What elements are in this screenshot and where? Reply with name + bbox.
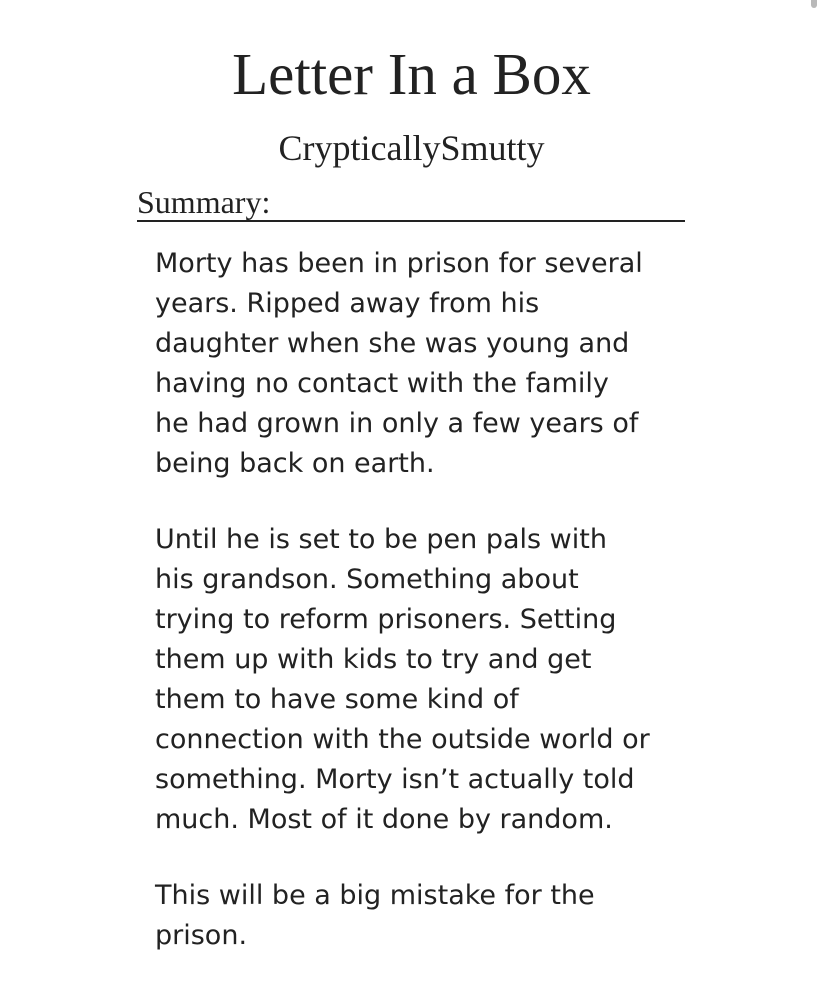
summary-paragraph: This will be a big mistake for the prison. <box>155 880 595 951</box>
summary-heading: Summary: <box>137 184 685 222</box>
summary-paragraph: Morty has been in prison for several years. Ripped away from his daughter when she was young and having no contact with the family he had grown in only a few years of being back on earth. <box>155 248 643 479</box>
summary-paragraph: Until he is set to be pen pals with his grandson. Something about trying to reform prisoners. Setting them up with kids to try and get them to have some kind of connection with the outside world or something. Morty isn’t actually told much. Most of it done by random. <box>155 524 650 835</box>
work-title: Letter In a Box <box>232 41 591 107</box>
scrollbar-thumb[interactable] <box>811 0 817 8</box>
author-name[interactable]: CrypticallySmutty <box>278 128 545 168</box>
summary-text <box>155 244 695 956</box>
